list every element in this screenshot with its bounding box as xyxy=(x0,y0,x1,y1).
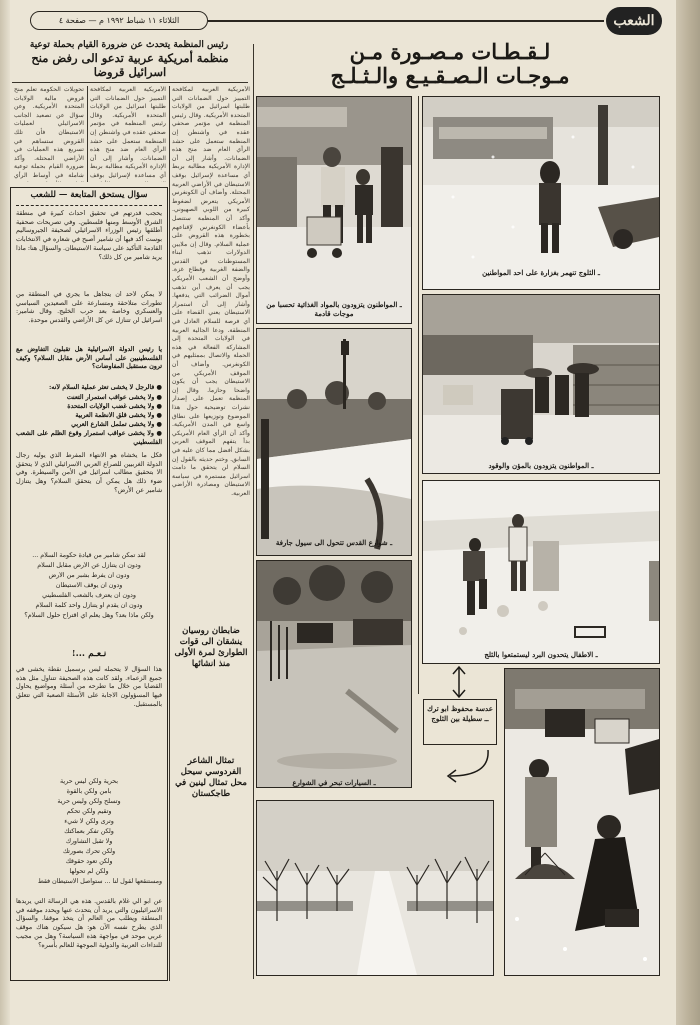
newspaper-logo: الشعب xyxy=(606,7,662,35)
photo-shoppers-with-cart xyxy=(256,96,412,324)
main-title-line1: لـقـطـات مـصـورة مـن xyxy=(349,39,551,64)
interview-line: ولا تقبل التشاورك xyxy=(65,838,113,845)
photo-caption: ـ الثلوج تنهمر بغزارة على احد المواطنين xyxy=(482,268,600,277)
photo-caption: ـ المواطنون يتزودون بالمؤن والوقود xyxy=(488,461,594,470)
article-kicker: رئيس المنظمة يتحدث عن ضرورة القيام بحملة توعية xyxy=(29,40,229,50)
photo-flooded-street xyxy=(256,328,412,556)
photo-people-supplies-image xyxy=(423,295,659,473)
photo-snowy-road-image xyxy=(257,801,493,975)
interview-line: ولكن تفكر بعماكتك xyxy=(64,828,114,835)
interview-list-item: ● ولا يخشى قلق الانظمة العربية xyxy=(75,412,162,419)
interview-line: ولكن لم تحولها xyxy=(69,868,109,875)
interview-list-intro: ● فالرجل لا يخشى تعثر عملية السلام لأنه: xyxy=(48,384,162,391)
interview-line: ولكن تعود حقوقك xyxy=(65,858,113,865)
interview-line: وتقيم ولكن تحكم xyxy=(66,808,112,815)
interview-line: بأمن ولكن بالقوة xyxy=(66,788,112,795)
column-divider xyxy=(253,44,254,979)
photo-cars-in-water xyxy=(256,560,412,788)
page-left-edge xyxy=(0,0,10,1025)
article-body-col: الأمريكية العربية لمكافحة التمييز حول الضمانات التي طلبتها اسرائيل من الولايات المتحدة الأمريكية. وقال رئيس المنظمة في مؤتمر صحفي عقده في واشنطن إن المنظمة ستعمل على حشد الرأي العام ضد منح هذه الضمانات. وأشار إلى أن الإدارة الأمريكية مطالبة بربط أي مساعدة لإسرائيل بوقف xyxy=(90,86,166,179)
main-title-line2: مـوجـات الـصـقـيـع والـثـلـج xyxy=(330,63,570,88)
interview-line: ودون ان يتنازل عن الأرض مقابل السلام xyxy=(37,562,141,569)
photo-caption: ـ المواطنون يتزودون بالمواد الغذائية تحسبا من موجات قادمة xyxy=(266,300,402,318)
column-divider xyxy=(418,96,419,694)
interview-line: بحرية ولكن ليس حرية xyxy=(60,778,118,785)
interview-list-item: ● ولا يخشى تململ الشارع العربي xyxy=(71,421,162,428)
interview-intro: يحجب قدرتهم في تحقيق أحداث كبيرة في منطقة الشرق الأوسط ومنها فلسطين. وفي تصريحات صحفية أطلقها رئيس الوزراء الاسرائيلي لصحيفة الجيروساليم بوست أكد فيها أن شامير أصبح في شعاره في الانتخابات القادمة التأكيد على سياسة الاستيطان. والسؤال هنا: ماذا يريد شامير من كل ذلك؟ xyxy=(16,210,162,261)
article-body-col-long: الأمريكية العربية لمكافحة التمييز حول الضمانات التي طلبتها اسرائيل من الولايات المتحدة الأمريكية. وقال رئيس المنظمة في مؤتمر صحفي عقده في واشنطن إن المنظمة ستعمل على حشد الرأي العام ضد منح هذه الضمانات. وأشار إلى أن الإدارة الأمريكية مطالبة بربط أي مساعدة لإسرائيل بوقف الاستيطان في الأراضي العربية المحتلة. وأضاف أن الكونغرس الأمريكي يتعرض لضغوط كبيرة من اللوبي الصهيوني. وأكد أن المنظمة ستتصل بأعضاء الكونغرس لإقناعهم بخطورة هذه القروض على عملية السلام. وقال إن ملايين الدولارات تذهب لبناء المستوطنات في القدس والضفة الغربية وقطاع غزة. وأوضح أن الشعب الأمريكي يجب أن يعرف أين تذهب أموال الضرائب التي يدفعها. وأشار إلى أن استمرار الاستيطان يعني القضاء على أي فرصة للسلام العادل في المنطقة. ودعا الجالية العربية في الولايات المتحدة إلى المشاركة الفعالة في هذه الحملة والاتصال بممثليهم في الكونغرس. وأضاف أن الموقف الأمريكي من الاستيطان يجب أن يكون واضحا وحازما. وقال إن المنظمة تعمل على إصدار نشرات توضيحية حول هذا الموضوع وتوزيعها على نطاق واسع في المدن الأمريكية. وأكد أن الرأي العام الأمريكي بدأ يتفهم الموقف العربي بشكل أفضل مما كان عليه في السابق. وختم حديثه بالقول إن السلام لن يتحقق ما دامت اسرائيل مستمرة في سياسة الاستيطان ومصادرة الأراضي العربية. xyxy=(172,86,250,497)
photo-children-in-snow-image xyxy=(423,481,659,663)
side-story-headline: ضابطان روسيان ينشقان الى قوات الطوارئ لمرة الأولى منذ انشائها xyxy=(174,626,248,669)
side-story-headline: تمثال الشاعر الفردوسي سيحل محل تمثال لينين في طاجكستان xyxy=(175,756,247,799)
header-divider xyxy=(208,20,604,22)
photo-caption: ـ الاطفال يتحدون البرد ليستمتعوا بالثلج xyxy=(484,650,598,659)
column-divider xyxy=(87,86,88,182)
interview-title: سؤال يستحق المتابعة — للشعب xyxy=(16,190,162,206)
interview-line: ودون ان يعترف بالشعب الفلسطيني xyxy=(42,592,136,599)
photo-woman-umbrella-image xyxy=(505,669,659,975)
photo-shoppers-with-cart-image xyxy=(257,97,411,323)
date-line: الثلاثاء ١١ شباط ١٩٩٢ م — صفحة ٤ xyxy=(30,11,208,30)
main-story-title xyxy=(300,40,600,88)
photo-man-in-snow-image xyxy=(423,97,659,289)
interview-line: ودون ان يفرط بشبر من الأرض xyxy=(48,572,130,579)
photo-woman-umbrella xyxy=(504,668,660,976)
interview-closing: عن ابو الي غلام بالقدس. هذه هي الرسالة التي يريدها الاسرائيليون والتي يريد أن يتحدث عنها ويحدد موقفه في المنطقة ويطلب من العالم أن يتخذ موقفا. والسؤال الذي يطرح نفسه الآن هو: هل سيكون هناك موقف عربي موحد في مواجهة هذه السياسة؟ وهل من مجيب للنداءات العربية والدولية الموجهة للعالم بأسره؟ xyxy=(16,898,162,949)
up-down-arrow-icon xyxy=(447,664,471,700)
photo-man-in-snow xyxy=(422,96,660,290)
interview-line: وتسلح ولكن وليس حرية xyxy=(57,798,121,805)
photo-children-in-snow xyxy=(422,480,660,664)
interview-list-item: ● ولا يخشى غضب الولايات المتحدة xyxy=(67,403,162,410)
photo-caption: ـ شوارع القدس تتحول الى سيول جارفة xyxy=(275,538,393,547)
photo-cars-in-water-image xyxy=(257,561,411,787)
interview-emphasis: نـعـم ...! xyxy=(71,650,107,659)
photo-flooded-street-image xyxy=(257,329,411,555)
article-body-col: تحويلات الحكومة تعلم منح قروض مالية الولايات المتحدة الأمريكية. وعن سؤال عن تصعيد الجانب الاسرائيلي لعمليات الاستيطان فأن تلك القروض ستساهم في تسريع هذه العمليات في الأراضي المحتلة. وأكد ضرورة القيام بحملة توعية شاملة في أوساط الرأي xyxy=(14,86,84,179)
interview-paragraph: فكل ما يخشاه هو الانتهاء المفرط الذي يوليه رجال الدولة الغربيين للصراع العربي الاسرائيلي الذي لا يتحقق الا بتحقيق مطالب اسرائيل في الأمن والسيطرة. وفي ضوء ذلك هل يمكن أن يتحقق السلام؟ وهل يتنازل شامير عن الأرض؟ xyxy=(16,452,162,494)
interview-paragraph: هذا السؤال لا يتحمله ليس برسميل نقطة يخشى في جميع الزعماء. ولقد كانت هذه الصحيفة تتناول مثل هذه القضايا من خلال ما تطرحه من أسئلة ومواضيع يحاول فيها المسؤولون الاجابة على الأسئلة الصعبة التي تتعلق بالمستقبل. xyxy=(16,666,162,708)
interview-line: ودون ان يقدم او يتنازل واحد كلمة السلام xyxy=(35,602,143,609)
interview-line: لقد تمكن شامير من قيادة حكومة السلام ... xyxy=(32,552,146,559)
interview-line: ودون ان يوقف الاستيطان xyxy=(55,582,123,589)
interview-line: ومستنقعها لقول لنا ... ستواصل الاستيطان فقط xyxy=(37,878,162,885)
photo-people-supplies xyxy=(422,294,660,474)
interview-line: ولكن تحرك بصورتك xyxy=(62,848,116,855)
interview-line: وترى ولكن لا شيء xyxy=(64,818,114,825)
interview-paragraph: لا يمكن لأحد أن يتجاهل ما يجري في المنطقة من تطورات متلاحقة ومتسارعة على الصعيدين السياسي والعسكري وخاصة بعد حرب الخليج. وقال شامير: اسرائيل لن تتنازل عن كل الأراضي والقدس موحدة. xyxy=(16,291,162,325)
photo-caption: ـ السيارات تبحر في الشوارع xyxy=(292,778,376,787)
interview-list-item: ● ولا يخشى عواقب استمرار التعنت xyxy=(66,394,162,401)
interview-list-item: ● ولا يخشى عواقب استمرار وقوع الظلم على الشعب الفلسطيني xyxy=(16,430,162,446)
photo-snowy-road xyxy=(256,800,494,976)
page-fold-shadow xyxy=(676,0,700,1025)
column-divider xyxy=(169,86,170,981)
curved-left-arrow-icon xyxy=(440,746,496,784)
article-headline: منظمة أمريكية عربية تدعو الى رفض منح اسرائيل قروضا xyxy=(31,51,229,79)
interview-line: ولكن ماذا بعد؟ وهل يعلم أي اقتراح حلول السلام؟ xyxy=(24,612,154,619)
headline-divider xyxy=(12,82,248,83)
interview-question: يا رئيس الدولة الاسرائيلية هل تقبلون التفاوض مع الفلسطينيين على أساس الأرض مقابل السلام؟ وكيف ترون مستقبل المفاوضات؟ xyxy=(16,346,162,371)
photographer-credit-box: عدسة محفوظ ابو ترك ــ سطيلة بين الثلوج xyxy=(423,699,497,745)
